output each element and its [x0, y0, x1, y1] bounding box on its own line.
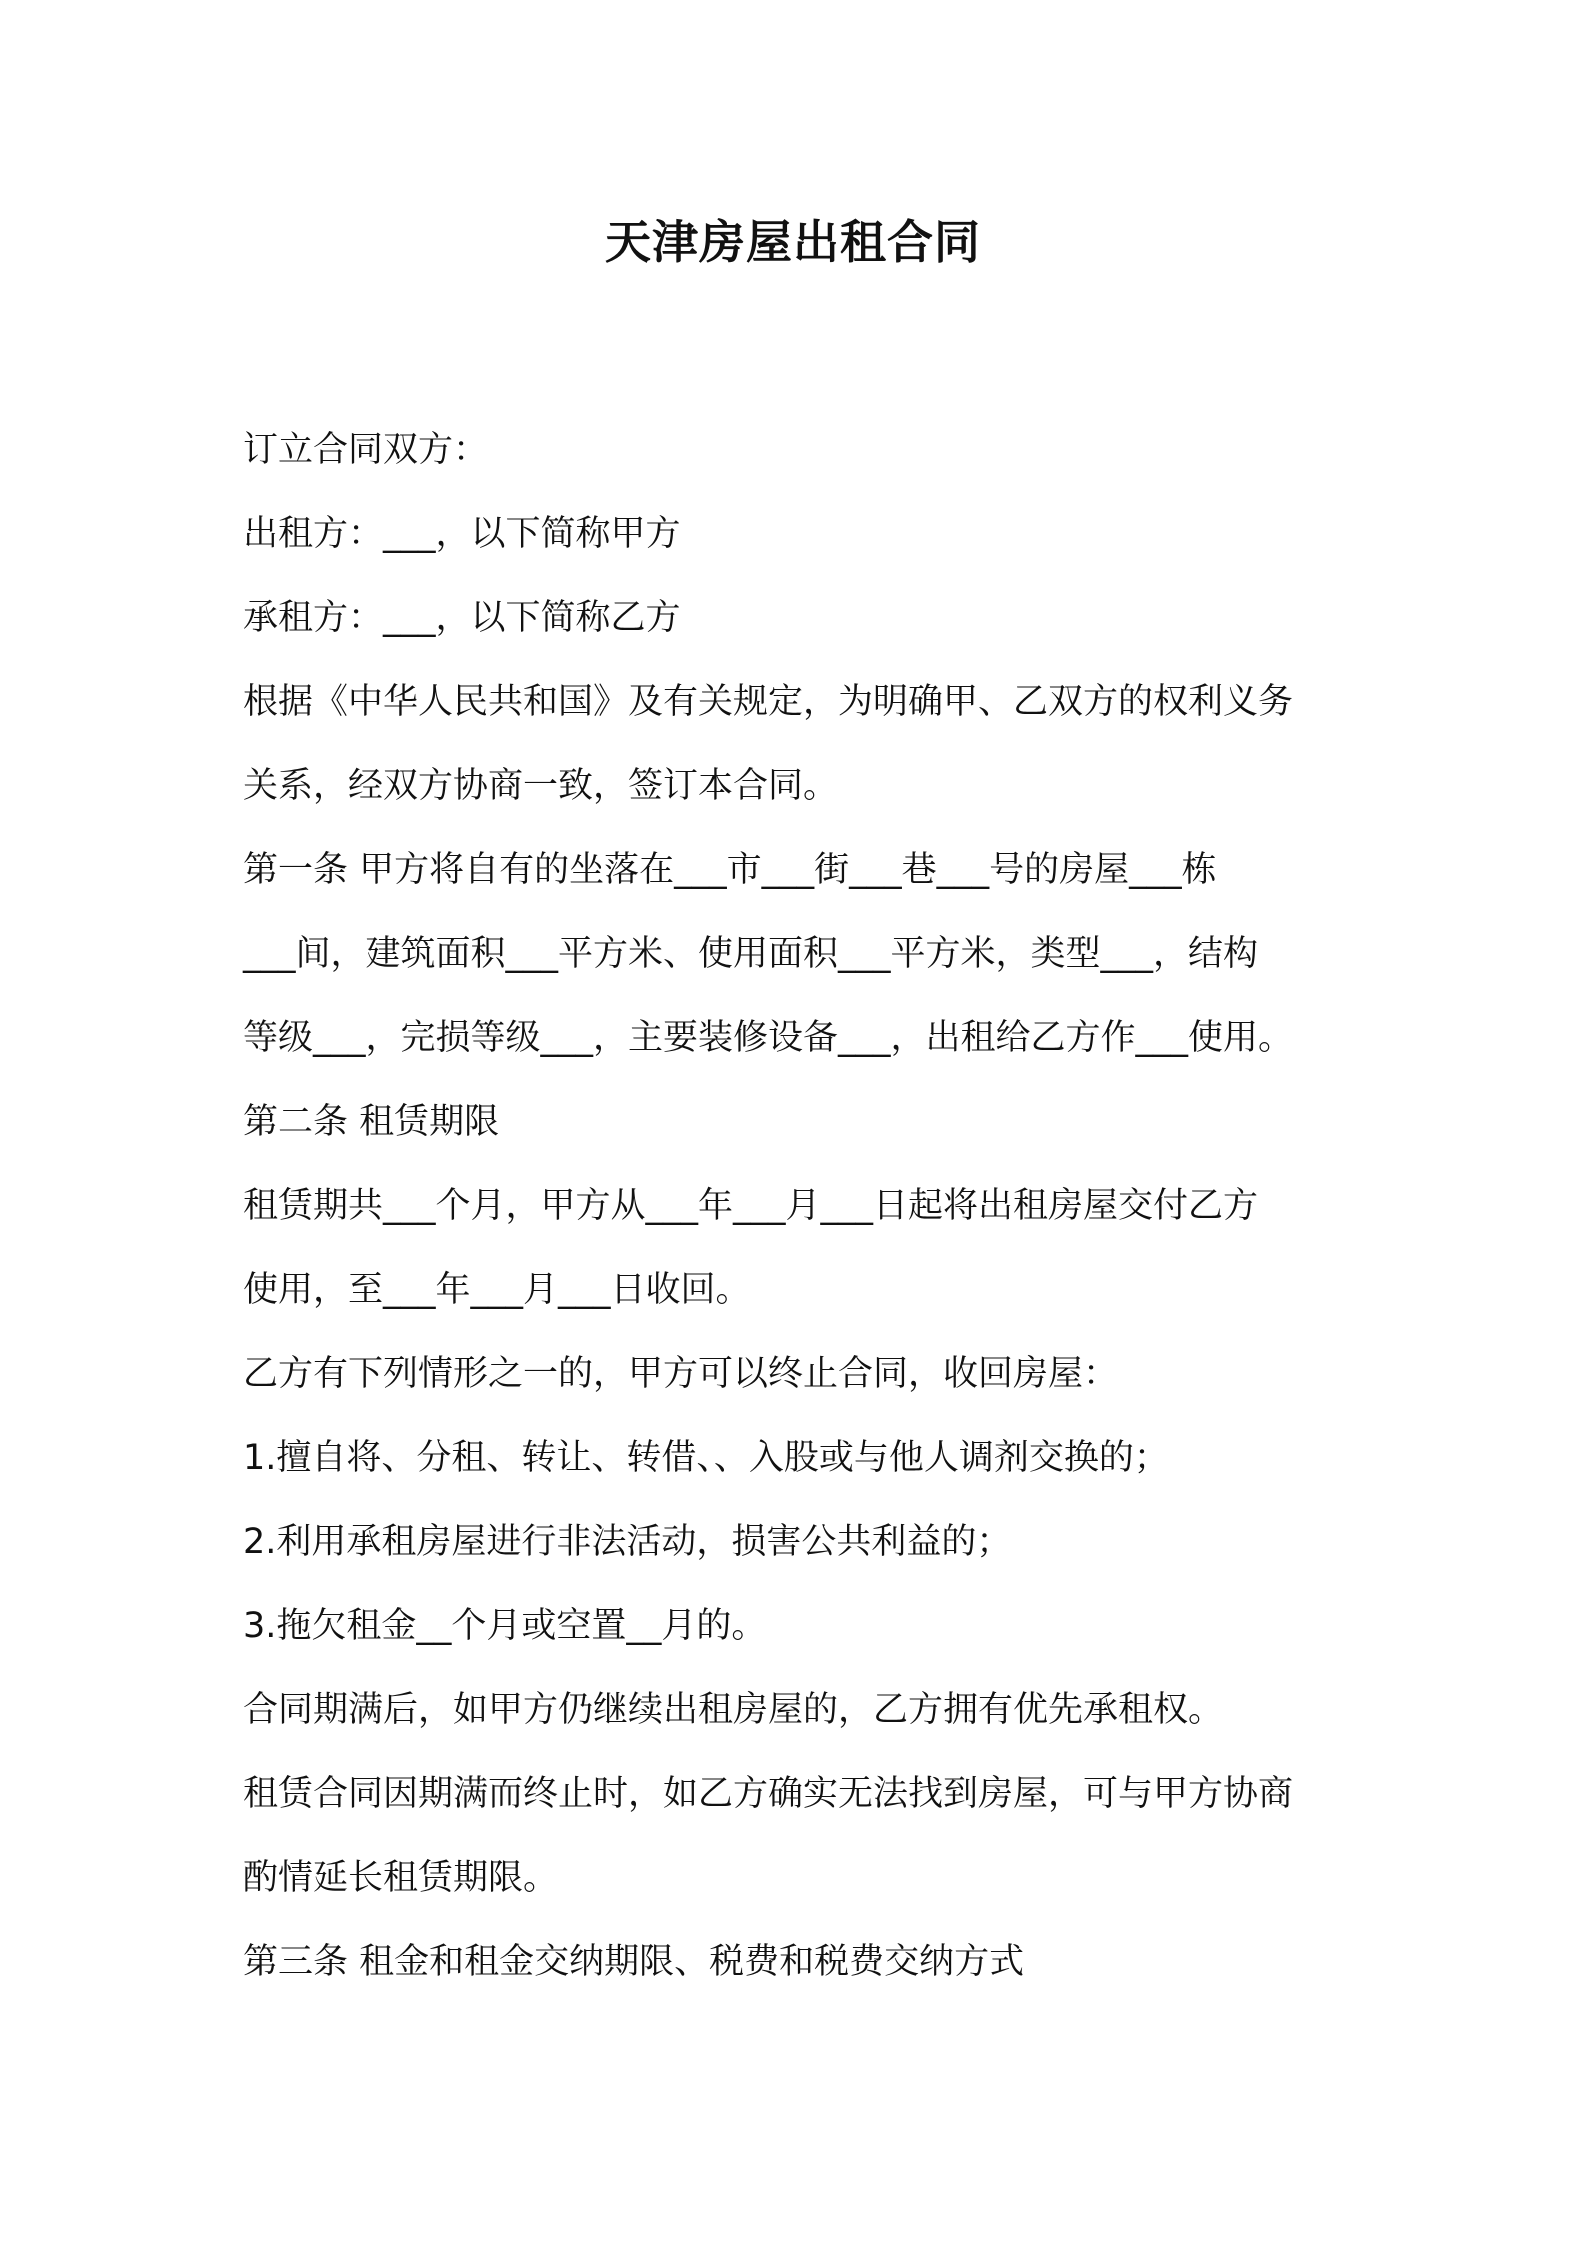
document-title: 天津房屋出租合同	[605, 215, 981, 269]
lessor-line: 出租方：___，以下简称甲方	[243, 514, 681, 554]
parties-heading: 订立合同双方：	[243, 430, 489, 470]
priority-renewal-line: 合同期满后，如甲方仍继续出租房屋的，乙方拥有优先承租权。	[243, 1690, 1224, 1730]
extension-line-2: 酌情延长租赁期限。	[243, 1858, 559, 1898]
termination-item-3: 3.拖欠租金__个月或空置__月的。	[243, 1606, 767, 1646]
article-1-line-3: 等级___，完损等级___，主要装修设备___，出租给乙方作___使用。	[243, 1018, 1294, 1058]
termination-intro: 乙方有下列情形之一的，甲方可以终止合同，收回房屋：	[243, 1354, 1119, 1394]
article-2-line-1: 租赁期共___个月，甲方从___年___月___日起将出租房屋交付乙方	[243, 1186, 1259, 1226]
extension-line-1: 租赁合同因期满而终止时，如乙方确实无法找到房屋，可与甲方协商	[243, 1774, 1294, 1814]
termination-item-1: 1.擅自将、分租、转让、转借、、入股或与他人调剂交换的；	[243, 1438, 1169, 1478]
article-2-line-2: 使用，至___年___月___日收回。	[243, 1270, 751, 1310]
document-body	[243, 408, 1353, 2004]
lessee-line: 承租方：___，以下简称乙方	[243, 598, 681, 638]
article-1-line-2: ___间，建筑面积___平方米、使用面积___平方米，类型___，结构	[243, 934, 1259, 974]
termination-item-2: 2.利用承租房屋进行非法活动，损害公共利益的；	[243, 1522, 1012, 1562]
preamble-line-1: 根据《中华人民共和国》及有关规定，为明确甲、乙双方的权利义务	[243, 682, 1294, 722]
article-3-heading: 第三条 租金和租金交纳期限、税费和税费交纳方式	[243, 1942, 1025, 1982]
preamble-line-2: 关系，经双方协商一致，签订本合同。	[243, 766, 839, 806]
article-1-line-1: 第一条 甲方将自有的坐落在___市___街___巷___号的房屋___栋	[243, 850, 1217, 890]
article-2-heading: 第二条 租赁期限	[243, 1102, 500, 1142]
